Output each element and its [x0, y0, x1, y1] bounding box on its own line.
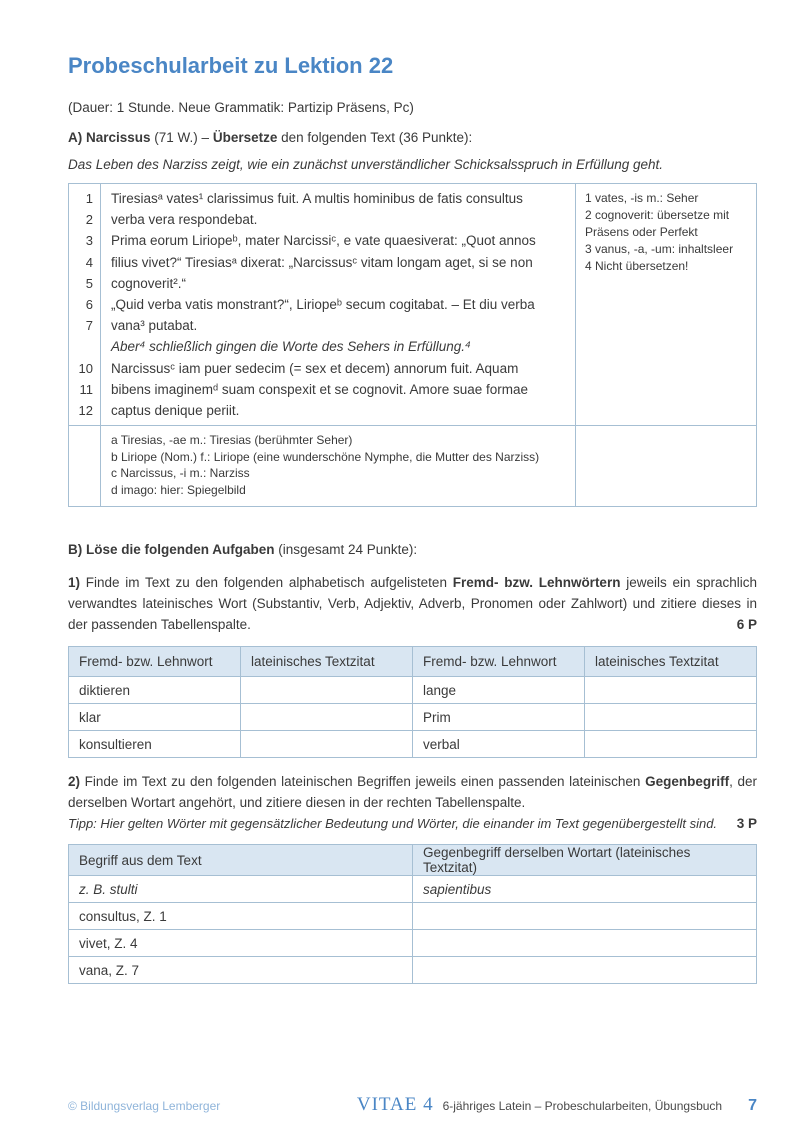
- loanword-table-header-row: [69, 647, 757, 677]
- antonym-table: [68, 844, 757, 984]
- text-line: Prima eorum Liriopeᵇ, mater Narcissiᶜ, e vate quaesiverat: „Quot annos: [111, 233, 536, 249]
- empty-answer-cell: [413, 957, 757, 984]
- text-line: 12: [78, 403, 93, 419]
- reading-passage-table: [68, 183, 757, 507]
- column-header: lateinisches Textzitat: [585, 647, 757, 677]
- table-cell: consultus, Z. 1: [69, 903, 413, 930]
- loanword-table: [68, 646, 757, 758]
- text-line: filius vivet?“ Tiresiasᵃ dixerat: „Narcissusᶜ vitam longam aget, si se non: [111, 254, 533, 270]
- column-header: Gegenbegriff derselben Wortart (lateinisches Textzitat): [413, 845, 757, 876]
- column-header: Fremd- bzw. Lehnwort: [69, 647, 241, 677]
- page-title: Probeschularbeit zu Lektion 22: [68, 53, 394, 78]
- table-cell: konsultieren: [69, 731, 241, 758]
- table-row: [69, 930, 757, 957]
- text-line: captus denique periit.: [111, 403, 240, 419]
- latin-text-column: [101, 184, 576, 426]
- text-line: 5: [85, 275, 93, 291]
- task1-points-badge: 6 P: [729, 614, 757, 635]
- table-row: [69, 731, 757, 758]
- empty-answer-cell: [585, 704, 757, 731]
- empty-answer-cell: [413, 930, 757, 957]
- task2-tip-line: [68, 814, 757, 833]
- text-line: 2 cognoverit: übersetze mit Präsens oder Perfekt: [585, 208, 730, 239]
- table-row: [69, 704, 757, 731]
- copyright-notice: © Bildungsverlag Lemberger: [68, 1099, 221, 1113]
- text-line: 1 vates, -is m.: Seher: [585, 191, 699, 205]
- text-line: d imago: hier: Spiegelbild: [111, 482, 246, 497]
- table-cell: verbal: [413, 731, 585, 758]
- column-header: Fremd- bzw. Lehnwort: [413, 647, 585, 677]
- column-header: lateinisches Textzitat: [241, 647, 413, 677]
- table-row: [69, 677, 757, 704]
- text-line: 3: [85, 233, 93, 249]
- table-cell: Prim: [413, 704, 585, 731]
- text-line: „Quid verba vatis monstrant?“, Liriopeᵇ secum cogitabat. – Et diu verba: [111, 297, 535, 313]
- text-line: b Liriope (Nom.) f.: Liriope (eine wunderschöne Nymphe, die Mutter des Narziss): [111, 449, 540, 464]
- text-line: 4: [85, 254, 93, 270]
- footnotes-cell: [101, 426, 576, 506]
- table-cell: diktieren: [69, 677, 241, 704]
- text-line: Aber⁴ schließlich gingen die Worte des Sehers in Erfüllung.⁴: [111, 339, 471, 355]
- table-row: [69, 957, 757, 984]
- text-line: Narcissusᶜ iam puer sedecim (= sex et decem) annorum fuit. Aquam: [111, 360, 519, 376]
- task-a-heading: A) Narcissus (71 W.) – Übersetze den folgenden Text (36 Punkte):: [68, 130, 473, 145]
- page-footer: [68, 1094, 757, 1116]
- line-number-column: [69, 184, 101, 426]
- text-line: 7: [85, 318, 93, 334]
- table-row: [69, 876, 757, 903]
- table-cell: vana, Z. 7: [69, 957, 413, 984]
- text-line: [69, 336, 93, 357]
- table-cell: sapientibus: [413, 876, 757, 903]
- text-line: vana³ putabat.: [111, 318, 198, 334]
- column-header: Begriff aus dem Text: [69, 845, 413, 876]
- task2-paragraph: [68, 771, 757, 813]
- antonym-table-header-row: [69, 845, 757, 876]
- text-line: 3 vanus, -a, -um: inhaltsleer: [585, 242, 734, 256]
- empty-answer-cell: [413, 903, 757, 930]
- table-cell: vivet, Z. 4: [69, 930, 413, 957]
- footnote-notes-cell: [576, 426, 756, 506]
- meta-line: (Dauer: 1 Stunde. Neue Grammatik: Partizip Präsens, Pc): [68, 100, 414, 115]
- empty-answer-cell: [585, 677, 757, 704]
- text-line: cognoverit².“: [111, 275, 187, 291]
- empty-answer-cell: [585, 731, 757, 758]
- text-line: 1: [85, 191, 93, 206]
- text-line: bibens imaginemᵈ suam conspexit et se cognovit. Amore suae formae: [111, 381, 529, 397]
- text-line: 6: [85, 297, 93, 313]
- footnote-number-cell: [69, 426, 101, 506]
- text-line: a Tiresias, -ae m.: Tiresias (berühmter Seher): [111, 433, 353, 448]
- text-line: c Narcissus, -i m.: Narziss: [111, 466, 250, 481]
- text-line: 4 Nicht übersetzen!: [585, 259, 689, 273]
- table-row: [69, 903, 757, 930]
- task1-paragraph: [68, 572, 757, 635]
- empty-answer-cell: [241, 677, 413, 704]
- page-number: 7: [748, 1097, 757, 1114]
- text-line: 10: [78, 360, 93, 376]
- table-cell: lange: [413, 677, 585, 704]
- intro-sentence: Das Leben des Narziss zeigt, wie ein zunächst unverständlicher Schicksalsspruch in Erfüllung geht.: [68, 157, 664, 172]
- empty-answer-cell: [241, 704, 413, 731]
- task2-points-badge: 3 P: [736, 816, 757, 832]
- task1-text: 1) Finde im Text zu den folgenden alphabetisch aufgelisteten Fremd- bzw. Lehnwörtern jeweils ein sprachlich verwandtes lateinisches Wort (Substantiv, Verb, Adjektiv, Adverb, Pronomen oder Zahlwort) und zitiere dieses in der passenden Tabellenspalte.: [68, 575, 757, 633]
- text-line: 2: [85, 212, 93, 228]
- book-title: 6-jähriges Latein – Probeschularbeiten, Übungsbuch: [442, 1099, 723, 1113]
- empty-answer-cell: [241, 731, 413, 758]
- text-line: Tiresiasᵃ vates¹ clarissimus fuit. A multis hominibus de fatis consultus: [111, 191, 523, 206]
- text-line: 11: [79, 381, 93, 397]
- task2-text: 2) Finde im Text zu den folgenden lateinischen Begriffen jeweils einen passenden lateinischen Gegenbegriff, der derselben Wortart angehört, und zitiere diesen in der rechten Tabellenspalte.: [68, 774, 757, 811]
- table-cell: klar: [69, 704, 241, 731]
- table-cell: z. B. stulti: [69, 876, 413, 903]
- section-b-heading: B) Löse die folgenden Aufgaben (insgesamt 24 Punkte):: [68, 542, 418, 558]
- series-logo: VITAE 4: [356, 1094, 434, 1115]
- margin-notes-column: [576, 184, 756, 426]
- text-line: verba vera respondebat.: [111, 212, 258, 228]
- tip-text: Tipp: Hier gelten Wörter mit gegensätzlicher Bedeutung und Wörter, die einander im Text gegenübergestellt sind.: [68, 816, 718, 832]
